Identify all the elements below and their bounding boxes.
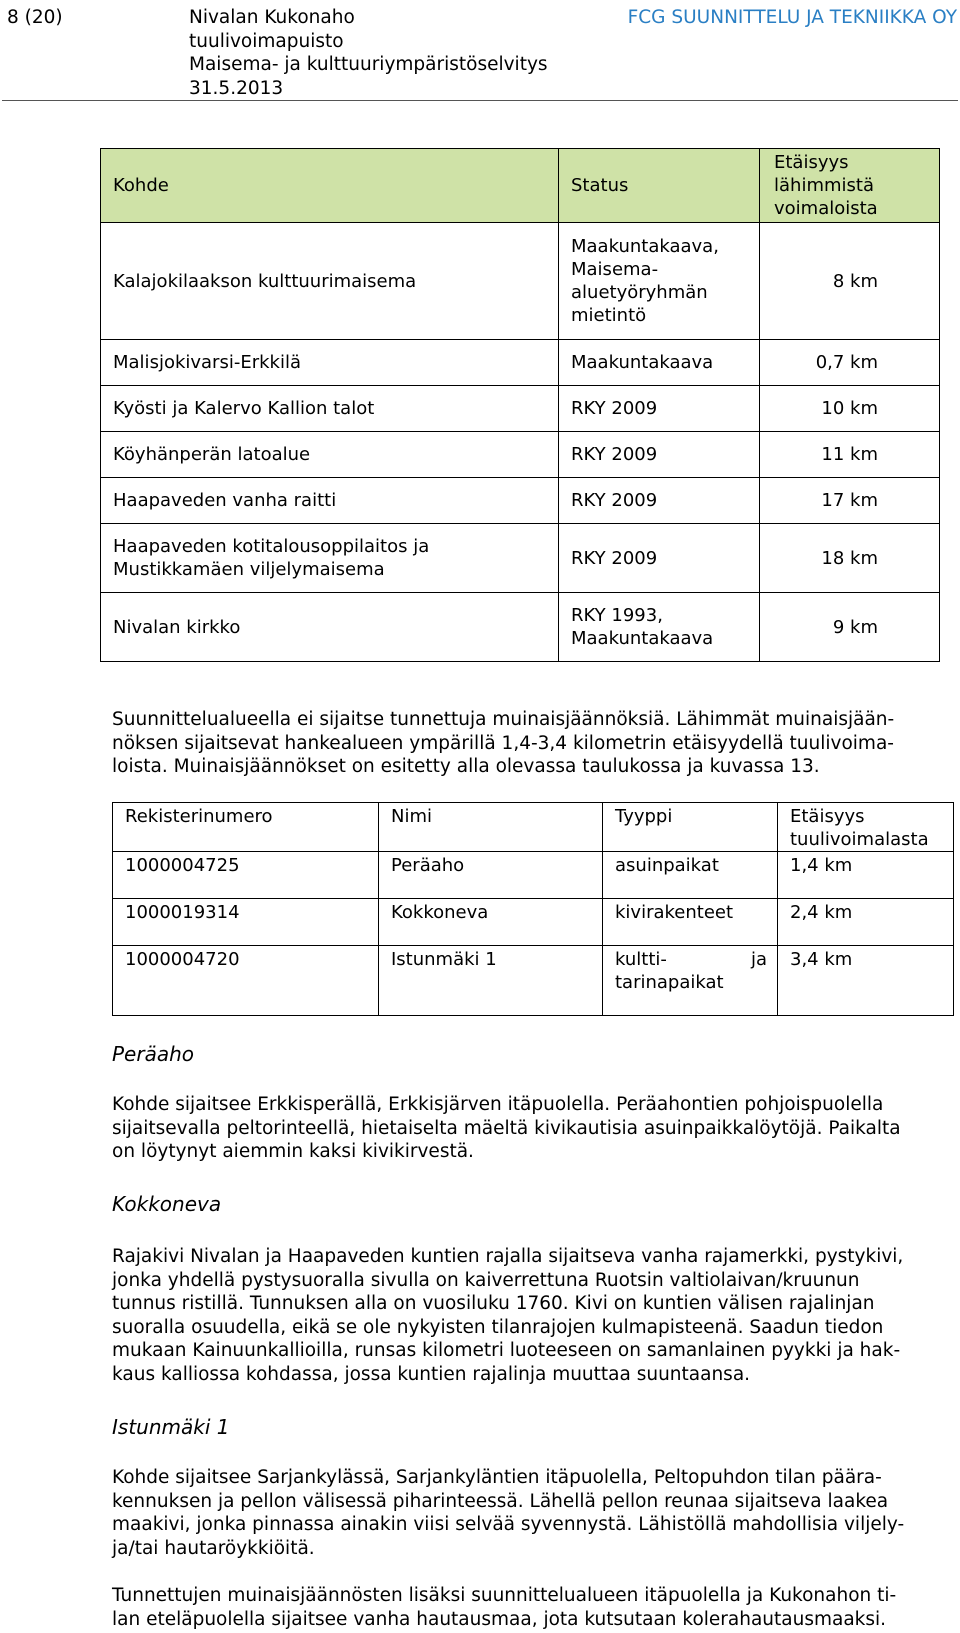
- site-status: Maakuntakaava: [559, 340, 760, 386]
- site-name: Köyhänperän latoalue: [101, 432, 559, 478]
- site-distance: 18 km: [760, 524, 940, 593]
- table-row: [101, 478, 940, 524]
- report-date: 31.5.2013: [189, 77, 284, 99]
- relic-distance: 1,4 km: [778, 852, 954, 899]
- column-header-register-number: Rekisterinumero: [113, 803, 379, 852]
- text-line: loista. Muinaisjäännökset on esitetty alla olevassa taulukossa ja kuvassa 13.: [112, 756, 820, 777]
- section-heading-peraaho: Peräaho: [112, 1042, 195, 1066]
- table-row: [101, 593, 940, 662]
- report-title: Maisema- ja kulttuuriympäristöselvitys: [189, 54, 548, 75]
- relic-name: Peräaho: [379, 852, 603, 899]
- text-line: Tunnettujen muinaisjäännösten lisäksi suunnittelualueen itäpuolella ja Kukonahon ti-: [112, 1585, 897, 1606]
- section-heading-istunmaki: Istunmäki 1: [112, 1415, 230, 1439]
- text-line: ja/tai hautaröykkiöitä.: [112, 1537, 315, 1559]
- closing-paragraph: [112, 1584, 952, 1631]
- site-distance: 10 km: [760, 386, 940, 432]
- relic-distance: 3,4 km: [778, 946, 954, 1016]
- relic-type: kivirakenteet: [603, 899, 778, 946]
- intro-paragraph: [112, 708, 952, 779]
- table-row: [101, 223, 940, 340]
- table-row: [101, 524, 940, 593]
- table-row: [101, 340, 940, 386]
- relic-type: kultti- ja tarinapaikat: [603, 946, 778, 1016]
- site-name: Kyösti ja Kalervo Kallion talot: [101, 386, 559, 432]
- column-header-type: Tyyppi: [603, 803, 778, 852]
- text-line: tunnus ristillä. Tunnuksen alla on vuosiluku 1760. Kivi on kuntien välisen rajalinjan: [112, 1293, 875, 1314]
- column-header-status: Status: [559, 149, 760, 223]
- section-paragraph-kokkoneva: [112, 1245, 952, 1386]
- site-status: RKY 2009: [559, 524, 760, 593]
- page-header: [0, 0, 960, 102]
- site-distance: 11 km: [760, 432, 940, 478]
- table-row: [101, 432, 940, 478]
- column-header-kohde: Kohde: [101, 149, 559, 223]
- site-name: Haapaveden kotitalousoppilaitos ja Mustikkamäen viljelymaisema: [101, 524, 559, 593]
- site-distance: 0,7 km: [760, 340, 940, 386]
- site-distance: 9 km: [760, 593, 940, 662]
- site-status: Maakuntakaava, Maisema-aluetyöryhmän mietintö: [559, 223, 760, 340]
- document-meta: [189, 6, 548, 100]
- table-row: [113, 946, 954, 1016]
- table-row: [101, 386, 940, 432]
- table-header-row: [113, 803, 954, 852]
- text-line: sijaitsevalla peltorinteellä, hietaiselta mäeltä kivikautisia asuinpaikkalöytöjä. Paikalta: [112, 1117, 901, 1139]
- register-number: 1000004725: [113, 852, 379, 899]
- column-header-name: Nimi: [379, 803, 603, 852]
- site-distance: 8 km: [760, 223, 940, 340]
- register-number: 1000019314: [113, 899, 379, 946]
- site-status: RKY 1993, Maakuntakaava: [559, 593, 760, 662]
- text-line: jonka yhdellä pystysuoralla sivulla on kaiverrettuna Ruotsin valtiolaivan/kruunun: [112, 1269, 860, 1291]
- ancient-relics-table: [112, 802, 954, 1016]
- text-line: Kohde sijaitsee Erkkisperällä, Erkkisjärven itäpuolella. Peräahontien pohjoispuolella: [112, 1094, 884, 1115]
- text-line: mukaan Kainuunkallioilla, runsas kilometri luoteeseen on samanlainen pyykki ja hak-: [112, 1340, 901, 1361]
- site-status: RKY 2009: [559, 478, 760, 524]
- section-heading-kokkoneva: Kokkoneva: [112, 1192, 222, 1216]
- column-header-distance: Etäisyys lähimmistä voimaloista: [760, 149, 940, 223]
- table-header-row: [101, 149, 940, 223]
- site-name: Nivalan kirkko: [101, 593, 559, 662]
- text-line: on löytynyt aiemmin kaksi kivikirvestä.: [112, 1141, 474, 1162]
- site-status: RKY 2009: [559, 386, 760, 432]
- company-name: FCG SUUNNITTELU JA TEKNIIKKA OY: [627, 7, 957, 28]
- site-distance: 17 km: [760, 478, 940, 524]
- text-line: Rajakivi Nivalan ja Haapaveden kuntien rajalla sijaitseva vanha rajamerkki, pystykivi,: [112, 1246, 904, 1267]
- page-number: 8 (20): [7, 7, 63, 28]
- site-name: Kalajokilaakson kulttuurimaisema: [101, 223, 559, 340]
- text-line: kennuksen ja pellon välisessä piharinteessä. Lähellä pellon reunaa sijaitseva laakea: [112, 1490, 889, 1512]
- section-paragraph-istunmaki: [112, 1466, 952, 1560]
- text-line: nöksen sijaitsevat hankealueen ympärillä 1,4-3,4 kilometrin etäisyydellä tuulivoima-: [112, 732, 894, 754]
- text-line: Suunnittelualueella ei sijaitse tunnettuja muinaisjäännöksiä. Lähimmät muinaisjään-: [112, 709, 895, 730]
- text-line: suoralla osuudella, eikä se ole nykyisten tilanrajojen kulmapisteenä. Saadun tiedon: [112, 1316, 884, 1338]
- table-row: [113, 899, 954, 946]
- project-type: tuulivoimapuisto: [189, 30, 344, 52]
- header-divider: [2, 100, 958, 101]
- relic-type: asuinpaikat: [603, 852, 778, 899]
- section-paragraph-peraaho: [112, 1093, 952, 1164]
- text-line: maakivi, jonka pinnassa ainakin viisi selvää syvennystä. Lähistöllä mahdollisia viljely-: [112, 1514, 905, 1535]
- cultural-sites-table: [100, 148, 940, 662]
- site-status: RKY 2009: [559, 432, 760, 478]
- relic-distance: 2,4 km: [778, 899, 954, 946]
- table-row: [113, 852, 954, 899]
- text-line: kaus kalliossa kohdassa, jossa kuntien rajalinja muuttaa suuntaansa.: [112, 1363, 751, 1385]
- relic-name: Istunmäki 1: [379, 946, 603, 1016]
- site-name: Haapaveden vanha raitti: [101, 478, 559, 524]
- register-number: 1000004720: [113, 946, 379, 1016]
- text-line: Kohde sijaitsee Sarjankylässä, Sarjankyläntien itäpuolella, Peltopuhdon tilan päära-: [112, 1467, 882, 1488]
- column-header-distance: Etäisyys tuulivoimalasta: [778, 803, 954, 852]
- site-name: Malisjokivarsi-Erkkilä: [101, 340, 559, 386]
- project-name: Nivalan Kukonaho: [189, 7, 355, 28]
- relic-name: Kokkoneva: [379, 899, 603, 946]
- text-line: lan eteläpuolella sijaitsee vanha hautausmaa, jota kutsutaan kolerahautausmaaksi.: [112, 1608, 887, 1630]
